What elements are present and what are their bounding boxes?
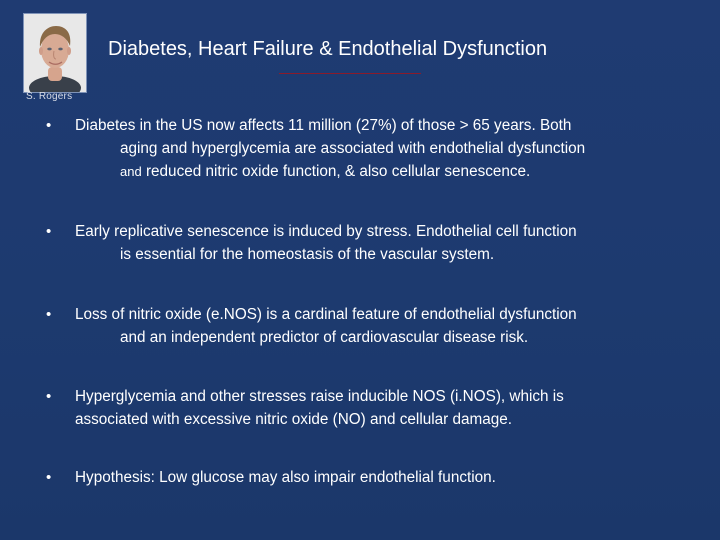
bullet-2-line-2: is essential for the homeostasis of the vascular system. xyxy=(120,246,495,263)
bullet-item-1 xyxy=(46,114,698,183)
bullet-1-line-3-prefix: and xyxy=(120,164,142,179)
bullet-1-line-3 xyxy=(120,160,698,183)
bullet-marker: • xyxy=(46,306,52,323)
bullet-4-line-1: Hyperglycemia and other stresses raise inducible NOS (i.NOS), which is xyxy=(75,388,564,405)
bullet-3-line-1: Loss of nitric oxide (e.NOS) is a cardinal feature of endothelial dysfunction xyxy=(75,306,577,323)
bullet-item-2 xyxy=(46,220,698,266)
bullet-1-line-2: aging and hyperglycemia are associated with endothelial dysfunction xyxy=(120,140,586,157)
bullet-3-line-2: and an independent predictor of cardiovascular disease risk. xyxy=(120,329,529,346)
bullet-marker: • xyxy=(46,388,52,405)
bullet-item-3 xyxy=(46,303,698,349)
slide-title: Diabetes, Heart Failure & Endothelial Dysfunction xyxy=(108,38,548,60)
author-caption: S. Rogers xyxy=(26,91,73,102)
bullet-marker: • xyxy=(46,223,52,240)
bullet-5-line-1: Hypothesis: Low glucose may also impair endothelial function. xyxy=(75,469,496,486)
bullet-item-4 xyxy=(46,385,698,431)
bullet-2-line-1: Early replicative senescence is induced by stress. Endothelial cell function xyxy=(75,223,577,240)
bullet-4-line-2: associated with excessive nitric oxide (NO) and cellular damage. xyxy=(75,411,513,428)
bullet-marker: • xyxy=(46,117,52,134)
bullet-1-line-3-text: reduced nitric oxide function, & also cellular senescence. xyxy=(141,163,531,180)
bullet-1-line-1: Diabetes in the US now affects 11 million (27%) of those > 65 years. Both xyxy=(75,117,572,134)
bullet-marker: • xyxy=(46,469,52,486)
bullet-item-5 xyxy=(46,466,698,489)
